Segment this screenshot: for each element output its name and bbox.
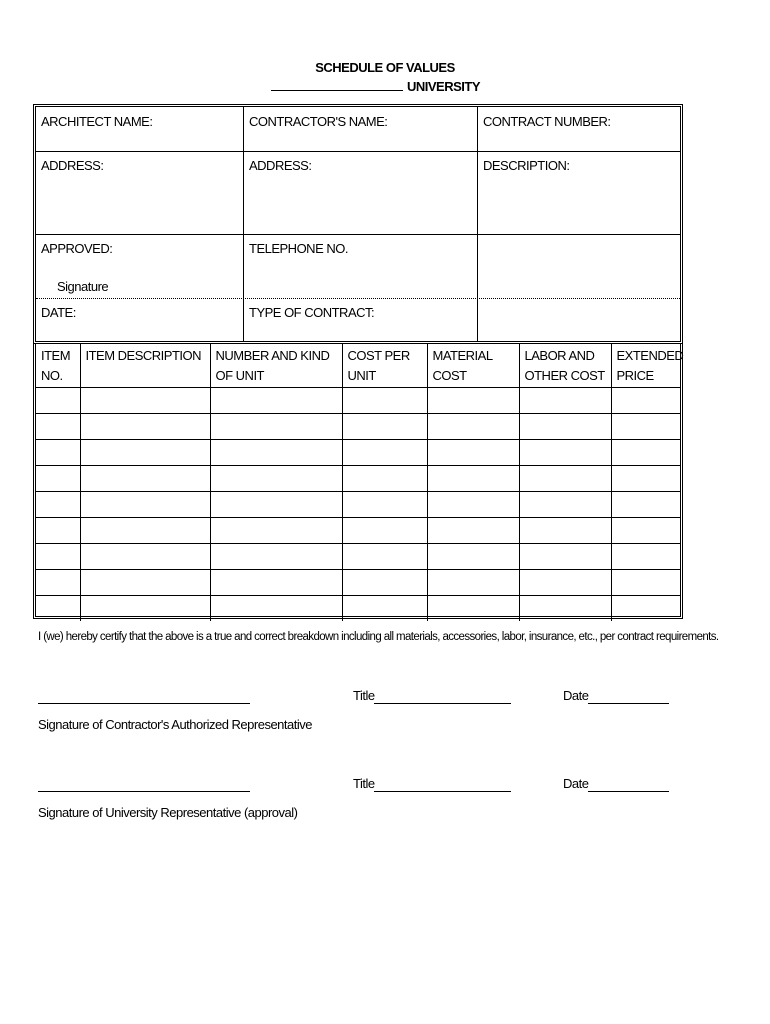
signature-label: Signature	[57, 279, 109, 294]
table-cell[interactable]	[342, 569, 427, 595]
university-signature-label: Signature of University Representative (approval)	[38, 805, 298, 820]
table-cell[interactable]	[611, 595, 680, 621]
table-cell[interactable]	[36, 569, 80, 595]
table-cell[interactable]	[519, 517, 611, 543]
table-cell[interactable]	[342, 491, 427, 517]
telephone-field[interactable]: TELEPHONE NO.	[249, 241, 348, 256]
table-cell[interactable]	[80, 387, 210, 413]
type-of-contract-field[interactable]: TYPE OF CONTRACT:	[249, 305, 375, 320]
table-cell[interactable]	[342, 413, 427, 439]
table-row	[36, 543, 680, 569]
info-divider	[477, 107, 478, 341]
column-header-material-cost: MATERIAL COST	[427, 343, 519, 387]
table-cell[interactable]	[80, 517, 210, 543]
table-cell[interactable]	[519, 413, 611, 439]
description-field[interactable]: DESCRIPTION:	[483, 158, 570, 173]
table-cell[interactable]	[427, 439, 519, 465]
university-label: UNIVERSITY	[407, 79, 481, 94]
table-cell[interactable]	[210, 465, 342, 491]
table-cell[interactable]	[427, 387, 519, 413]
table-cell[interactable]	[210, 439, 342, 465]
column-header-item-no: ITEM NO.	[36, 343, 80, 387]
page-title: SCHEDULE OF VALUES	[315, 60, 455, 75]
table-row	[36, 517, 680, 543]
table-cell[interactable]	[519, 465, 611, 491]
table-cell[interactable]	[36, 387, 80, 413]
date-field[interactable]: DATE:	[41, 305, 76, 320]
architect-address-field[interactable]: ADDRESS:	[41, 158, 104, 173]
table-cell[interactable]	[519, 543, 611, 569]
contractor-date-line[interactable]	[588, 703, 669, 704]
table-row	[36, 569, 680, 595]
table-cell[interactable]	[80, 413, 210, 439]
table-cell[interactable]	[427, 413, 519, 439]
table-cell[interactable]	[36, 595, 80, 621]
table-cell[interactable]	[210, 413, 342, 439]
table-cell[interactable]	[427, 595, 519, 621]
table-cell[interactable]	[519, 569, 611, 595]
info-divider	[243, 107, 244, 341]
column-header-labor-other-cost: LABOR AND OTHER COST	[519, 343, 611, 387]
university-line	[271, 79, 480, 94]
table-row	[36, 595, 680, 621]
table-cell[interactable]	[519, 387, 611, 413]
column-header-number-and-kind: NUMBER AND KIND OF UNIT	[210, 343, 342, 387]
table-cell[interactable]	[342, 465, 427, 491]
info-divider	[36, 151, 680, 152]
table-header-row	[36, 343, 680, 387]
table-cell[interactable]	[427, 491, 519, 517]
table-cell[interactable]	[519, 491, 611, 517]
table-row	[36, 413, 680, 439]
table-cell[interactable]	[80, 465, 210, 491]
column-header-item-description: ITEM DESCRIPTION	[80, 343, 210, 387]
table-cell[interactable]	[210, 595, 342, 621]
table-cell[interactable]	[36, 543, 80, 569]
column-header-cost-per-unit: COST PER UNIT	[342, 343, 427, 387]
project-info-box	[33, 104, 683, 344]
table-cell[interactable]	[210, 491, 342, 517]
certification-statement: I (we) hereby certify that the above is a true and correct breakdown including all materials, accessories, labor, insurance, etc., per contract requirements.	[38, 631, 719, 643]
table-cell[interactable]	[36, 491, 80, 517]
table-cell[interactable]	[36, 439, 80, 465]
table-cell[interactable]	[80, 569, 210, 595]
table-cell[interactable]	[611, 413, 680, 439]
table-row	[36, 465, 680, 491]
table-cell[interactable]	[611, 569, 680, 595]
info-divider	[36, 234, 680, 235]
table-cell[interactable]	[80, 491, 210, 517]
architect-name-field[interactable]: ARCHITECT NAME:	[41, 114, 153, 129]
table-cell[interactable]	[80, 595, 210, 621]
schedule-table	[33, 343, 683, 619]
university-date-line[interactable]	[588, 791, 669, 792]
table-cell[interactable]	[611, 465, 680, 491]
column-header-extended-price: EXTENDED PRICE	[611, 343, 680, 387]
table-cell[interactable]	[210, 387, 342, 413]
table-row	[36, 439, 680, 465]
table-row	[36, 387, 680, 413]
contractor-title-label: Title	[353, 688, 375, 703]
university-date-label: Date	[563, 776, 589, 791]
contractor-date-label: Date	[563, 688, 589, 703]
table-cell[interactable]	[210, 543, 342, 569]
table-cell[interactable]	[342, 439, 427, 465]
table-cell[interactable]	[611, 543, 680, 569]
table-cell[interactable]	[342, 543, 427, 569]
table-cell[interactable]	[519, 595, 611, 621]
contractor-address-field[interactable]: ADDRESS:	[249, 158, 312, 173]
table-cell[interactable]	[611, 387, 680, 413]
table-cell[interactable]	[210, 569, 342, 595]
university-blank[interactable]	[271, 79, 403, 91]
table-cell[interactable]	[80, 439, 210, 465]
table-cell[interactable]	[519, 439, 611, 465]
university-signature-line[interactable]	[38, 791, 250, 792]
contractor-signature-line[interactable]	[38, 703, 250, 704]
table-cell[interactable]	[611, 517, 680, 543]
info-divider	[36, 298, 680, 299]
university-title-label: Title	[353, 776, 375, 791]
contract-number-field[interactable]: CONTRACT NUMBER:	[483, 114, 611, 129]
table-cell[interactable]	[36, 413, 80, 439]
contractors-name-field[interactable]: CONTRACTOR'S NAME:	[249, 114, 388, 129]
table-cell[interactable]	[427, 569, 519, 595]
table-cell[interactable]	[427, 517, 519, 543]
table-cell[interactable]	[342, 517, 427, 543]
table-row	[36, 491, 680, 517]
approved-field[interactable]: APPROVED:	[41, 241, 113, 256]
table-cell[interactable]	[36, 517, 80, 543]
table-cell[interactable]	[210, 517, 342, 543]
table-cell[interactable]	[36, 465, 80, 491]
table-cell[interactable]	[427, 465, 519, 491]
contractor-title-line[interactable]	[374, 703, 511, 704]
table-cell[interactable]	[611, 439, 680, 465]
contractor-signature-label: Signature of Contractor's Authorized Representative	[38, 717, 312, 732]
table-cell[interactable]	[611, 491, 680, 517]
table-cell[interactable]	[80, 543, 210, 569]
table-cell[interactable]	[342, 595, 427, 621]
university-title-line[interactable]	[374, 791, 511, 792]
table-cell[interactable]	[342, 387, 427, 413]
table-cell[interactable]	[427, 543, 519, 569]
